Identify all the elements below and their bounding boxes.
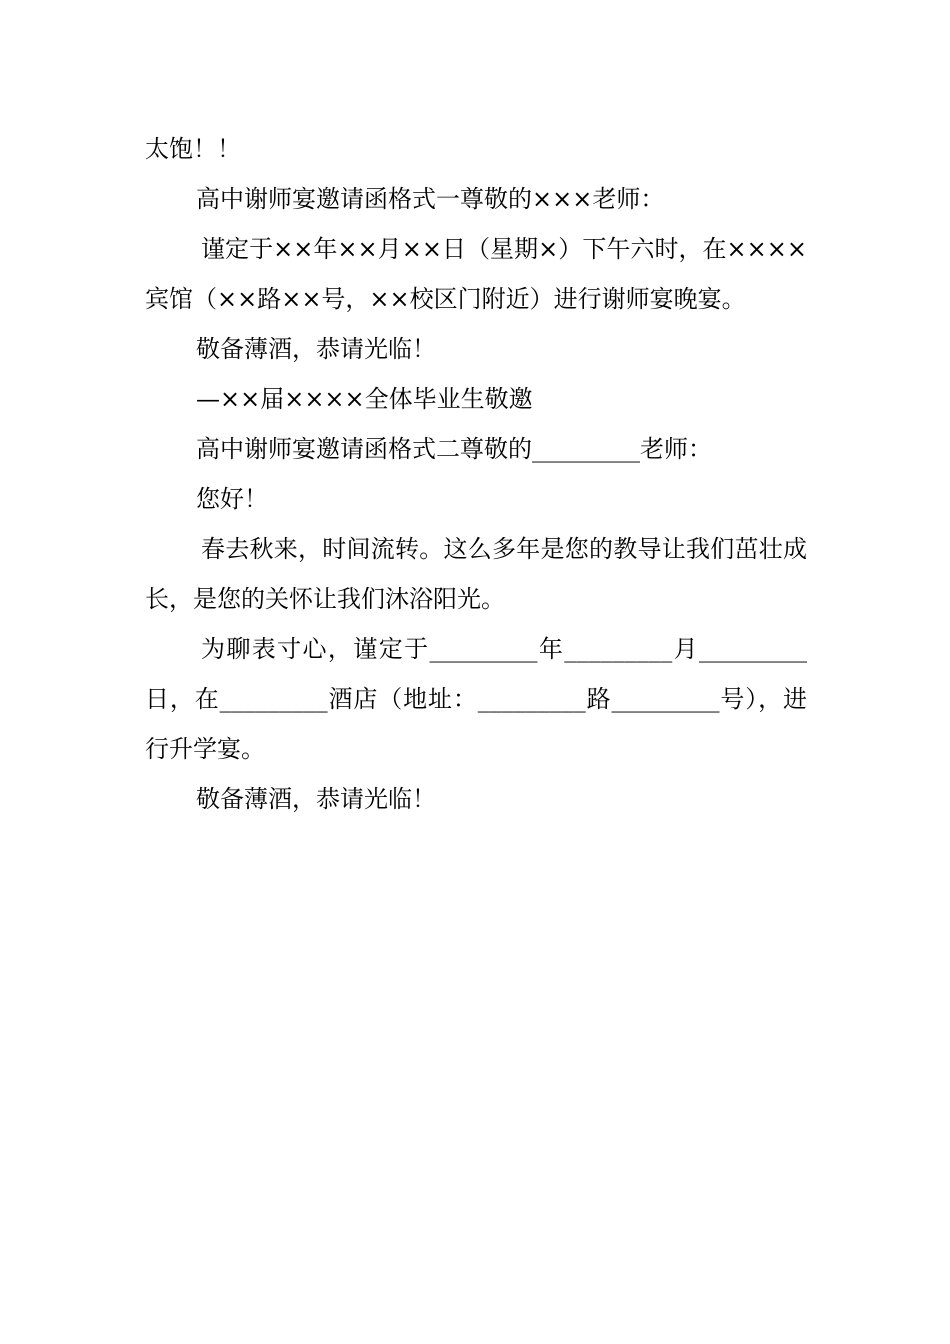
paragraph-greeting: 您好！ <box>196 485 268 513</box>
paragraph-continuation: 太饱！！ <box>145 135 241 163</box>
paragraph-signature: —××届××××全体毕业生敬邀 <box>196 385 533 413</box>
paragraph-format-one-heading: 高中谢师宴邀请函格式一尊敬的×××老师： <box>196 185 665 213</box>
document-body <box>145 124 807 824</box>
paragraph-invitation-details: 谨定于××年××月××日（星期×）下午六时，在××××宾馆（××路××号，××校区门附近）进行谢师宴晚宴。 <box>145 235 807 313</box>
paragraph-closing-two: 敬备薄酒，恭请光临！ <box>196 785 436 813</box>
paragraph-fill-in-details: 为聊表寸心，谨定于_________年_________月_________日，在_________酒店（地址：_________路_________号），进行升学宴。 <box>145 635 807 763</box>
paragraph-format-two-heading: 高中谢师宴邀请函格式二尊敬的_________老师： <box>196 435 712 463</box>
paragraph-closing-one: 敬备薄酒，恭请光临！ <box>196 335 436 363</box>
paragraph-gratitude: 春去秋来，时间流转。这么多年是您的教导让我们茁壮成长，是您的关怀让我们沐浴阳光。 <box>145 535 807 613</box>
